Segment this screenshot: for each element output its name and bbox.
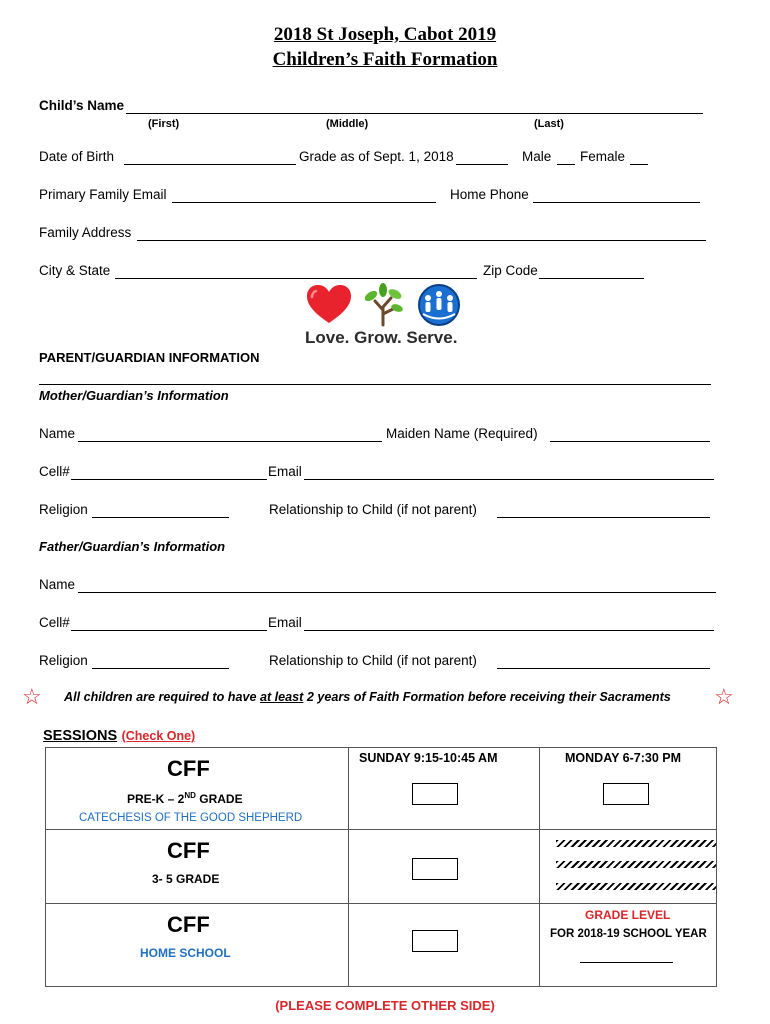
- session-row-3-5: [46, 830, 349, 904]
- cff-label: CFF: [167, 756, 210, 781]
- mother-email-field[interactable]: [304, 479, 714, 480]
- cff-label: CFF: [167, 912, 210, 937]
- cff-label: CFF: [167, 838, 210, 863]
- sunday-cell-prek-2: [349, 748, 540, 830]
- dob-label: Date of Birth: [39, 149, 115, 164]
- mother-info-heading: Mother/Guardian’s Information: [39, 388, 229, 403]
- unavailable-hatch: [556, 840, 716, 847]
- grade-level-cell: [540, 904, 717, 987]
- mother-name-label: Name: [39, 426, 76, 441]
- father-name-label: Name: [39, 577, 76, 592]
- home-school-label: HOME SCHOOL: [140, 946, 231, 960]
- monday-column-header: MONDAY 6-7:30 PM: [565, 751, 682, 765]
- first-name-caption: (First): [148, 118, 180, 130]
- grade-label: Grade as of Sept. 1, 2018: [299, 149, 454, 164]
- male-field[interactable]: [557, 164, 575, 165]
- family-address-label: Family Address: [39, 225, 132, 240]
- city-state-field[interactable]: [115, 278, 477, 279]
- heart-icon: [307, 285, 351, 323]
- checkbox-sunday-3-5[interactable]: [412, 858, 458, 880]
- parent-guardian-heading: PARENT/GUARDIAN INFORMATION: [39, 350, 260, 365]
- checkbox-sunday-prek-2[interactable]: [412, 783, 458, 805]
- maiden-name-label: Maiden Name (Required): [386, 426, 538, 441]
- love-grow-serve-logo: [305, 283, 467, 349]
- dob-field[interactable]: [124, 164, 296, 165]
- globe-people-icon: [419, 285, 459, 325]
- family-email-label: Primary Family Email: [39, 187, 167, 202]
- logo-tagline: Love. Grow. Serve.: [305, 328, 458, 347]
- sunday-cell-3-5: [349, 830, 540, 904]
- father-cell-label: Cell#: [39, 615, 70, 630]
- complete-other-side-note: (PLEASE COMPLETE OTHER SIDE): [275, 998, 495, 1013]
- unavailable-hatch: [556, 883, 716, 890]
- catechesis-label: CATECHESIS OF THE GOOD SHEPHERD: [79, 812, 303, 824]
- form-title-line1: 2018 St Joseph, Cabot 2019: [273, 24, 497, 45]
- mother-religion-label: Religion: [39, 502, 88, 517]
- checkbox-sunday-home-school[interactable]: [412, 930, 458, 952]
- sunday-cell-home-school: [349, 904, 540, 987]
- prek-2-grade-label: PRE-K – 2ND GRADE: [127, 791, 243, 806]
- last-name-caption: (Last): [534, 118, 564, 130]
- father-name-field[interactable]: [78, 592, 716, 593]
- mother-relationship-label: Relationship to Child (if not parent): [269, 502, 477, 517]
- father-cell-field[interactable]: [71, 630, 267, 631]
- mother-religion-field[interactable]: [92, 517, 229, 518]
- star-icon: ☆: [714, 684, 734, 709]
- home-phone-label: Home Phone: [450, 187, 529, 202]
- grade-3-5-label: 3- 5 GRADE: [152, 872, 220, 886]
- notice-text-underlined: at least: [259, 690, 304, 704]
- sacrament-notice: [64, 690, 671, 704]
- session-row-prek-2: [46, 748, 349, 830]
- father-relationship-field[interactable]: [497, 668, 710, 669]
- mother-cell-label: Cell#: [39, 464, 70, 479]
- notice-text-before: All children are required to have: [64, 690, 260, 704]
- father-info-heading: Father/Guardian’s Information: [39, 539, 226, 554]
- middle-name-caption: (Middle): [326, 118, 369, 130]
- school-year-label: FOR 2018-19 SCHOOL YEAR: [550, 928, 707, 940]
- child-name-field[interactable]: [126, 113, 703, 114]
- family-email-field[interactable]: [172, 202, 436, 203]
- mother-name-field[interactable]: [78, 441, 382, 442]
- maiden-name-field[interactable]: [550, 441, 710, 442]
- city-state-label: City & State: [39, 263, 111, 278]
- monday-cell-3-5-unavailable: [540, 830, 717, 904]
- father-email-field[interactable]: [304, 630, 714, 631]
- zip-code-field[interactable]: [539, 278, 644, 279]
- monday-cell-prek-2: [540, 748, 717, 830]
- grade-field[interactable]: [456, 164, 508, 165]
- sessions-heading: [43, 727, 195, 745]
- home-phone-field[interactable]: [533, 202, 700, 203]
- male-label: Male: [522, 149, 552, 164]
- grade-level-label: GRADE LEVEL: [585, 908, 671, 922]
- family-address-field[interactable]: [137, 240, 706, 241]
- female-label: Female: [580, 149, 626, 164]
- section-divider: [39, 384, 711, 385]
- unavailable-hatch: [556, 861, 716, 868]
- grade-level-field[interactable]: [580, 962, 673, 963]
- mother-relationship-field[interactable]: [497, 517, 710, 518]
- form-title-line2: Children’s Faith Formation: [272, 49, 498, 70]
- zip-code-label: Zip Code: [483, 263, 538, 278]
- child-name-label: Child’s Name: [39, 98, 125, 113]
- father-religion-label: Religion: [39, 653, 88, 668]
- father-religion-field[interactable]: [92, 668, 229, 669]
- female-field[interactable]: [630, 164, 648, 165]
- star-icon: ☆: [22, 684, 42, 709]
- check-one-label: (Check One): [121, 729, 196, 743]
- checkbox-monday-prek-2[interactable]: [603, 783, 649, 805]
- sessions-title: SESSIONS: [43, 728, 118, 744]
- father-email-label: Email: [268, 615, 302, 630]
- tree-icon: [363, 283, 404, 325]
- father-relationship-label: Relationship to Child (if not parent): [269, 653, 477, 668]
- sessions-table: [45, 747, 717, 987]
- session-row-home-school: [46, 904, 349, 987]
- notice-text-after: 2 years of Faith Formation before receiving their Sacraments: [303, 690, 671, 704]
- sunday-column-header: SUNDAY 9:15-10:45 AM: [359, 751, 498, 765]
- mother-email-label: Email: [268, 464, 302, 479]
- mother-cell-field[interactable]: [71, 479, 267, 480]
